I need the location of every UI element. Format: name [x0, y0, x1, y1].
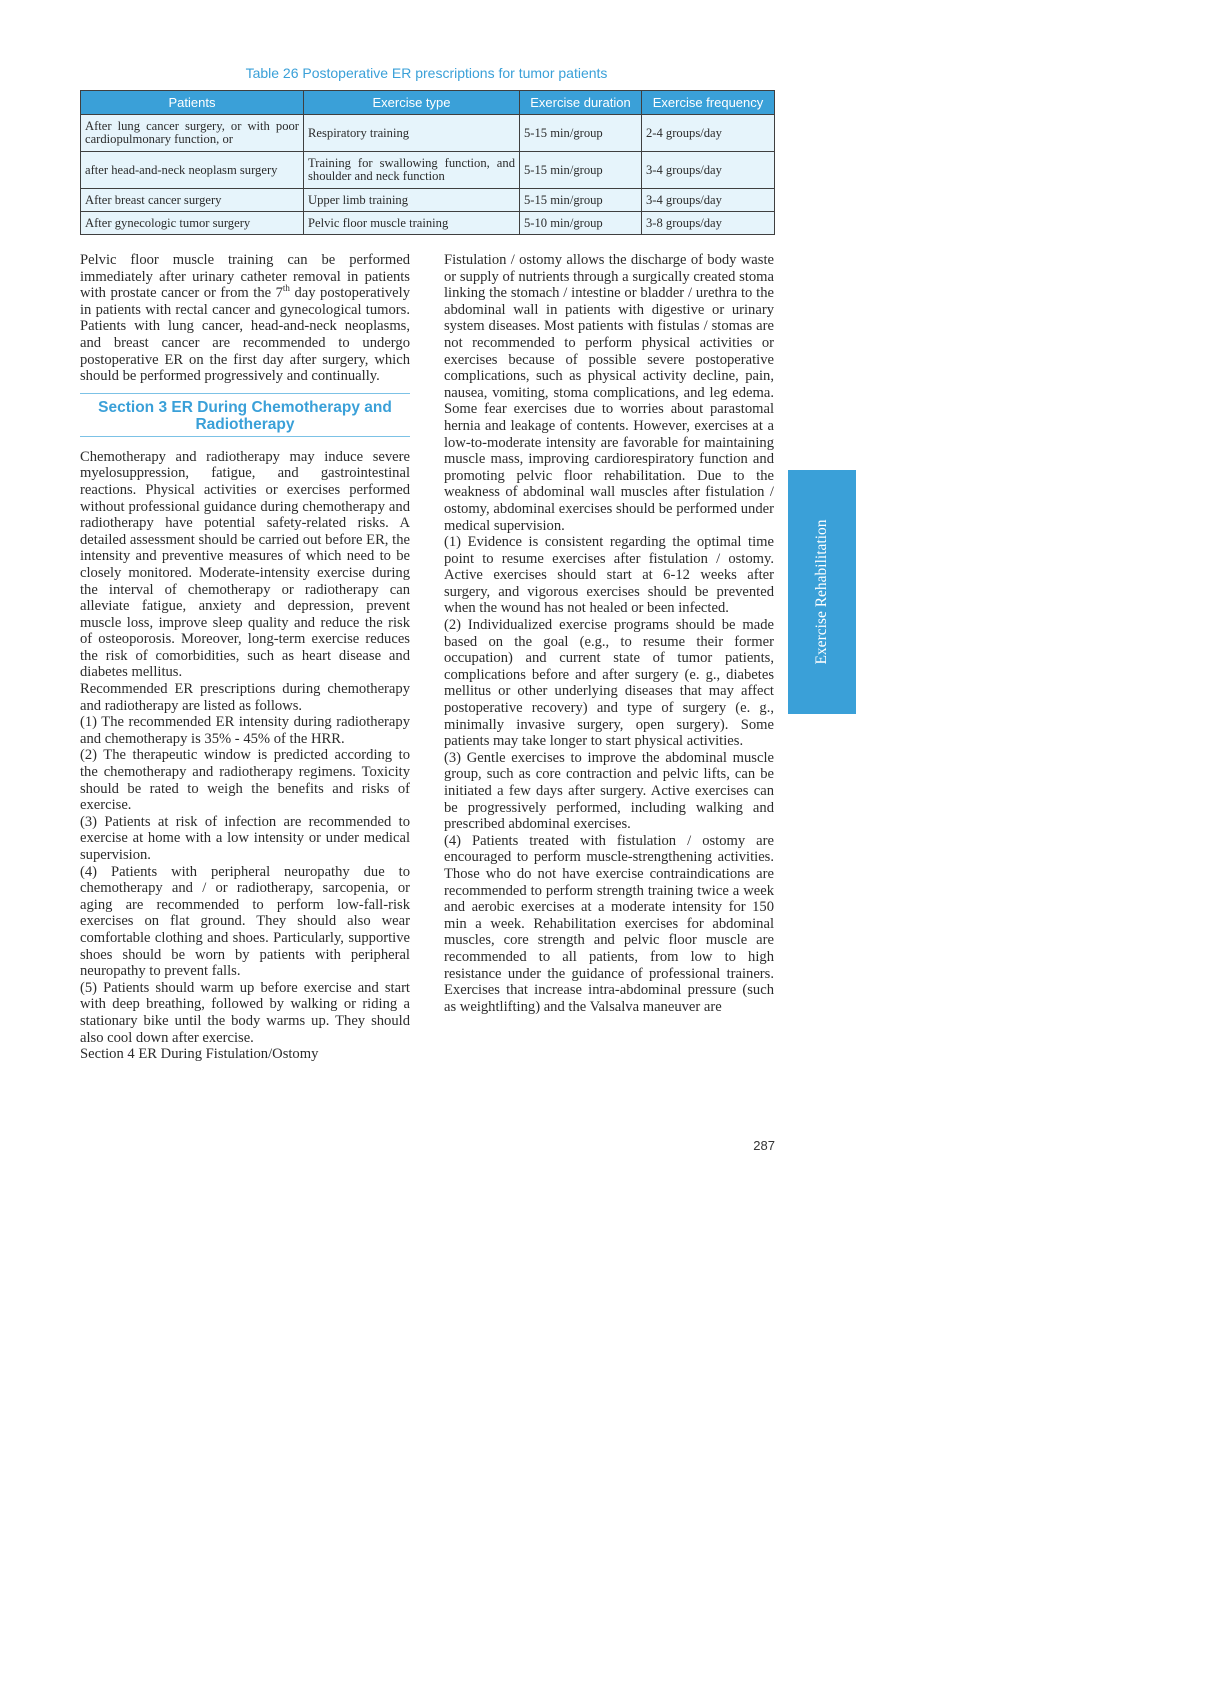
cell-duration: 5-10 min/group [520, 212, 642, 235]
header-exercise-duration: Exercise duration [520, 91, 642, 115]
cell-patients: After breast cancer surgery [81, 189, 304, 212]
list-item: (1) Evidence is consistent regarding the optimal time point to resume exercises after fistulation / ostomy. Active exercises should start at 6-12 weeks after surgery, and vigorous exercises should be prevented when the wound has not healed or been infected. [444, 534, 774, 617]
table-row [81, 189, 775, 212]
table-caption: Table 26 Postoperative ER prescriptions for tumor patients [245, 65, 608, 81]
left-text-column [80, 252, 410, 1063]
cell-duration: 5-15 min/group [520, 115, 642, 152]
list-item: (3) Gentle exercises to improve the abdominal muscle group, such as core contraction and pelvic lifts, can be initiated a few days after surgery. Active exercises can be progressively performed, including walking and prescribed abdominal exercises. [444, 749, 774, 833]
table-row [81, 115, 775, 152]
list-item: (1) The recommended ER intensity during radiotherapy and chemotherapy is 35% - 45% of the HRR. [80, 714, 410, 747]
cell-patients: After lung cancer surgery, or with poor cardiopulmonary function, or [81, 115, 304, 152]
list-item: (2) The therapeutic window is predicted according to the chemotherapy and radiotherapy regimens. Toxicity should be rated to weigh the benefits and risks of exercise. [80, 747, 410, 814]
body-paragraph: Chemotherapy and radiotherapy may induce severe myelosuppression, fatigue, and gastrointestinal reactions. Physical activities or exercises performed without professional guidance during chemotherapy and radiotherapy have potential safety-related risks. A detailed assessment should be carried out before ER, the intensity and preventive measures of which need to be closely monitored. Moderate-intensity exercise during the interval of chemotherapy or radiotherapy can alleviate fatigue, anxiety and depression, prevent muscle loss, improve sleep quality and reduce the risk of osteoporosis. Moreover, long-term exercise reduces the risk of comorbidities, such as heart disease and diabetes mellitus. [80, 448, 410, 681]
table-row [81, 212, 775, 235]
cell-patients: after head-and-neck neoplasm surgery [81, 152, 304, 189]
list-item: (4) Patients with peripheral neuropathy due to chemotherapy and / or radiotherapy, sarcopenia, or aging are recommended to perform low-fall-risk exercises on flat ground. They should also wear comfortable clothing and shoes. Particularly, supportive shoes should be worn by patients with peripheral neuropathy to prevent falls. [80, 863, 410, 980]
cell-frequency: 3-4 groups/day [642, 152, 775, 189]
er-prescription-table [80, 90, 775, 235]
cell-duration: 5-15 min/group [520, 189, 642, 212]
cell-exercise-type: Training for swallowing function, and shoulder and neck function [304, 152, 520, 189]
header-exercise-frequency: Exercise frequency [642, 91, 775, 115]
chapter-side-tab-label: Exercise Rehabilitation [813, 519, 830, 665]
right-text-column [444, 252, 774, 1015]
page-number: 287 [753, 1138, 775, 1153]
header-patients: Patients [81, 91, 304, 115]
cell-exercise-type: Upper limb training [304, 189, 520, 212]
chapter-side-tab [788, 470, 856, 714]
list-item: (3) Patients at risk of infection are recommended to exercise at home with a low intensity or under medical supervision. [80, 813, 410, 863]
cell-exercise-type: Respiratory training [304, 115, 520, 152]
list-item: (4) Patients treated with fistulation / ostomy are encouraged to perform muscle-strengthening activities. Those who do not have exercise contraindications are recommended to perform strength training twice a week and aerobic exercises at a moderate intensity for 150 min a week. Rehabilitation exercises for abdominal muscles, core strength and pelvic floor muscle are recommended to all patients, from low to high resistance under the guidance of professional trainers. Exercises that increase intra-abdominal pressure (such as weightlifting) and the Valsalva maneuver are [444, 832, 774, 1015]
table-header-row [81, 91, 775, 115]
list-item: (5) Patients should warm up before exercise and start with deep breathing, followed by walking or riding a stationary bike until the body warms up. They should also cool down after exercise. [80, 979, 410, 1046]
list-item: (2) Individualized exercise programs should be made based on the goal (e.g., to resume their former occupation) and current state of tumor patients, complications before and after surgery (e. g., diabetes mellitus or other underlying diseases that may affect postoperative recovery) and type of surgery (e. g., minimally invasive surgery, open surgery). Some patients may take longer to start physical activities. [444, 617, 774, 750]
cell-frequency: 3-4 groups/day [642, 189, 775, 212]
cell-patients: After gynecologic tumor surgery [81, 212, 304, 235]
table-row [81, 152, 775, 189]
body-paragraph: Recommended ER prescriptions during chemotherapy and radiotherapy are listed as follows. [80, 681, 410, 714]
intro-text-part-1: Pelvic floor muscle training can be performed immediately after urinary catheter removal in patients with prostate cancer or from the 7 [80, 252, 410, 302]
cell-duration: 5-15 min/group [520, 152, 642, 189]
cell-frequency: 2-4 groups/day [642, 115, 775, 152]
body-paragraph: Fistulation / ostomy allows the discharge of body waste or supply of nutrients through a surgically created stoma linking the stomach / intestine or bladder / urethra to the abdominal wall in patients with digestive or urinary system diseases. Most patients with fistulas / stomas are not recommended to perform physical activities or exercises because of possible severe postoperative complications, such as physical activity decline, pain, nausea, vomiting, stoma complications, and leg edema. Some fear exercises due to worries about parastomal hernia and leakage of contents. However, exercises at a low-to-moderate intensity are favorable for maintaining muscle mass, improving cardiorespiratory function and promoting pelvic floor rehabilitation. Due to the weakness of abdominal wall muscles after fistulation / ostomy, abdominal exercises should be performed under medical supervision. [444, 252, 774, 534]
cell-frequency: 3-8 groups/day [642, 212, 775, 235]
ordinal-superscript: th [282, 283, 290, 294]
header-exercise-type: Exercise type [304, 91, 520, 115]
section-4-heading: Section 4 ER During Fistulation/Ostomy [80, 1046, 319, 1063]
cell-exercise-type: Pelvic floor muscle training [304, 212, 520, 235]
section-3-heading: Section 3 ER During Chemotherapy and Radiotherapy [80, 393, 410, 437]
intro-paragraph [80, 252, 410, 385]
intro-text-part-2: day postoperatively in patients with rectal cancer and gynecological tumors. Patients with lung cancer, head-and-neck neoplasms, and breast cancer are recommended to undergo postoperative ER on the first day after surgery, which should be performed progressively and continually. [80, 285, 410, 385]
